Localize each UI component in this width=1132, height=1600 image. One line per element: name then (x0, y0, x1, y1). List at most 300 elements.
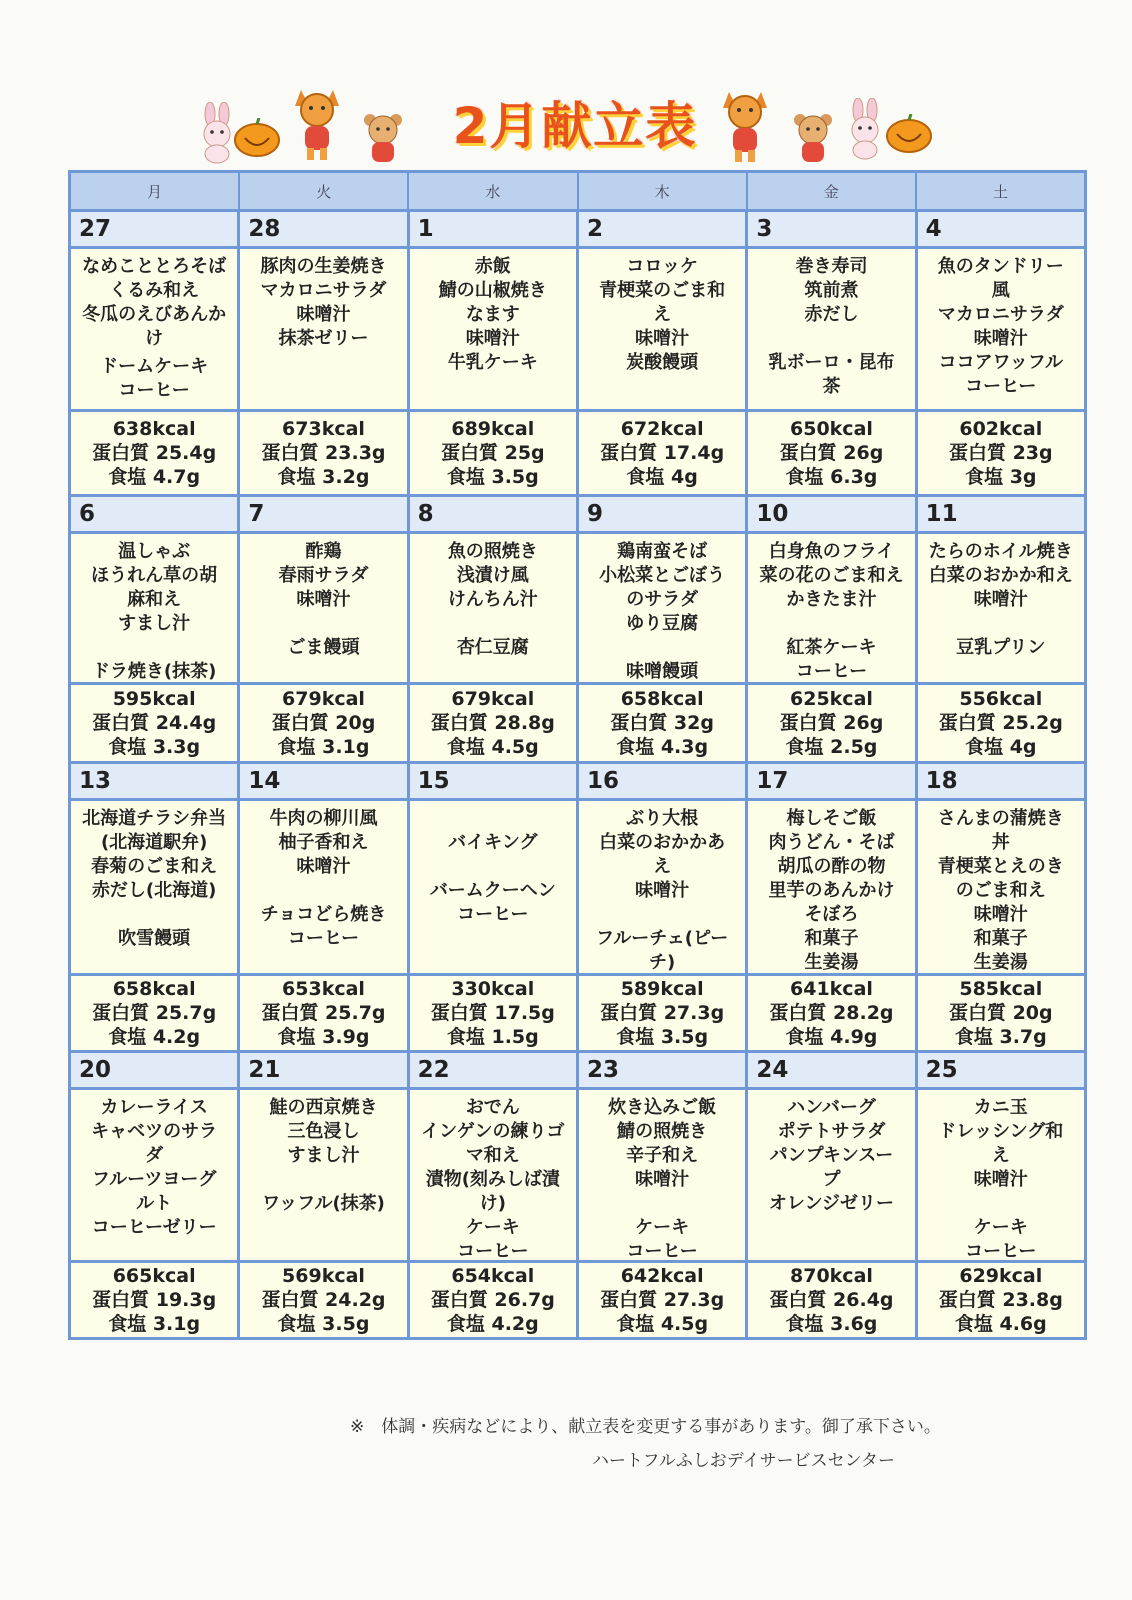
menu-item: 春雨サラダ (278, 565, 369, 586)
salt-value: 食塩 4g (965, 736, 1037, 758)
day-number: 16 (579, 764, 745, 798)
rabbit-icon (843, 98, 887, 160)
salt-value: 食塩 4.6g (954, 1313, 1047, 1335)
salt-value: 食塩 4g (626, 466, 698, 488)
nutrition-cell (240, 1263, 406, 1337)
salt-value: 食塩 3.5g (446, 466, 539, 488)
menu-item: ごま饅頭 (287, 637, 360, 658)
salt-value: 食塩 3.9g (277, 1026, 370, 1048)
menu-cell (71, 801, 237, 973)
menu-item: 味噌汁 (973, 589, 1028, 610)
menu-cell (240, 801, 406, 973)
salt-value: 食塩 3.1g (277, 736, 370, 758)
menu-item: 風 (991, 280, 1010, 301)
menu-item: さんまの蒲焼き (937, 808, 1064, 829)
menu-item: ダ (145, 1145, 164, 1166)
menu-item: おでん (465, 1097, 520, 1118)
menu-item: 青梗菜のごま和 (599, 280, 726, 301)
calories-value: 658kcal (620, 688, 704, 710)
calories-value: 665kcal (112, 1265, 196, 1287)
nutrition-cell (71, 685, 237, 761)
menu-item: 白菜のおかか和え (928, 565, 1073, 586)
menu-item: 味噌汁 (296, 304, 351, 325)
menu-item: ココアワッフル (938, 352, 1063, 373)
menu-cell (410, 534, 576, 682)
protein-value: 蛋白質 24.2g (261, 1289, 386, 1311)
menu-item: コーヒー (287, 928, 360, 949)
menu-item: 味噌汁 (465, 328, 520, 349)
menu-item: 三色浸し (287, 1121, 360, 1142)
calories-value: 673kcal (282, 418, 365, 440)
calories-value: 595kcal (112, 688, 196, 710)
menu-cell (918, 801, 1084, 973)
salt-value: 食塩 3g (965, 466, 1037, 488)
protein-value: 蛋白質 25.7g (92, 1002, 217, 1024)
nutrition-cell (240, 412, 406, 494)
menu-item: 魚のタンドリー (937, 256, 1064, 277)
salt-value: 食塩 4.5g (616, 1313, 709, 1335)
menu-item: 赤だし (804, 304, 859, 325)
menu-item: 里芋のあんかけ (768, 880, 895, 901)
menu-item: キャベツのサラ (91, 1121, 218, 1142)
menu-cell (918, 1090, 1084, 1260)
protein-value: 蛋白質 26g (779, 712, 884, 734)
menu-item: 牛肉の柳川風 (269, 808, 378, 829)
menu-item: 味噌汁 (635, 1169, 690, 1190)
menu-item: コーヒー (118, 380, 190, 401)
day-number: 13 (71, 764, 237, 798)
menu-item: くるみ和え (109, 280, 200, 301)
menu-cell (71, 1090, 237, 1260)
menu-item: プ (822, 1169, 841, 1190)
menu-item: 鮭の西京焼き (269, 1097, 378, 1118)
page-title: 2月献立表 (452, 97, 698, 155)
menu-cell (410, 249, 576, 409)
nutrition-cell (579, 685, 745, 761)
day-number: 7 (240, 497, 406, 531)
menu-item: 鶏南蛮そば (617, 541, 708, 562)
menu-item: バイキング (448, 832, 538, 853)
menu-item: ポテトサラダ (777, 1121, 886, 1142)
day-number: 23 (579, 1053, 745, 1087)
protein-value: 蛋白質 24.4g (92, 712, 217, 734)
protein-value: 蛋白質 19.3g (92, 1289, 217, 1311)
nutrition-cell (748, 1263, 914, 1337)
menu-item: 胡瓜の酢の物 (777, 856, 886, 877)
menu-item: 和菓子 (973, 928, 1028, 949)
menu-row (71, 798, 1084, 973)
menu-cell (71, 534, 237, 682)
protein-value: 蛋白質 27.3g (600, 1002, 725, 1024)
calories-value: 638kcal (112, 418, 196, 440)
menu-item: カニ玉 (973, 1097, 1028, 1118)
menu-item: 白菜のおかかあ (599, 832, 726, 853)
pumpkin-icon (885, 114, 933, 154)
nutrition-cell (71, 412, 237, 494)
nutrition-cell (410, 976, 576, 1050)
menu-item: 春菊のごま和え (91, 856, 218, 877)
menu-item: 豆乳プリン (956, 637, 1046, 658)
day-number: 14 (240, 764, 406, 798)
menu-item: インゲンの練りゴ (421, 1121, 565, 1142)
menu-item: マ和え (465, 1145, 520, 1166)
day-number: 1 (410, 212, 576, 246)
weekday-header-row (71, 173, 1084, 209)
weekday-wed: 水 (409, 173, 576, 209)
nutrition-cell (918, 685, 1084, 761)
menu-item: 漬物(刻みしば漬 (425, 1169, 560, 1190)
weekday-thu: 木 (579, 173, 746, 209)
nutrition-cell (410, 1263, 576, 1337)
menu-cell (579, 1090, 745, 1260)
menu-item: 鯖の照焼き (617, 1121, 708, 1142)
menu-item: マカロニサラダ (260, 280, 387, 301)
menu-item: 味噌汁 (296, 589, 351, 610)
menu-item: 小松菜とごぼう (599, 565, 726, 586)
protein-value: 蛋白質 23.8g (938, 1289, 1063, 1311)
menu-item: オレンジゼリー (768, 1193, 895, 1214)
week-block (71, 1050, 1084, 1337)
menu-item: ルト (136, 1193, 173, 1214)
menu-item: チョコどら焼き (260, 904, 387, 925)
menu-item: 茶 (822, 376, 841, 397)
menu-item: すまし汁 (287, 1145, 360, 1166)
menu-item: けんちん汁 (447, 589, 538, 610)
menu-cell (748, 801, 914, 973)
menu-cell (748, 249, 914, 409)
day-number: 4 (918, 212, 1084, 246)
menu-item: ケーキ (973, 1217, 1028, 1238)
day-number: 15 (410, 764, 576, 798)
menu-item: マカロニサラダ (937, 304, 1064, 325)
week-block (71, 761, 1084, 1050)
nutrition-cell (410, 412, 576, 494)
menu-item: すまし汁 (118, 613, 191, 634)
menu-item: 牛乳ケーキ (447, 352, 538, 373)
menu-cell (240, 1090, 406, 1260)
menu-item: ドラ焼き(抹茶) (91, 661, 217, 682)
nutrition-cell (71, 976, 237, 1050)
date-row (71, 761, 1084, 798)
calories-value: 689kcal (451, 418, 535, 440)
weekday-tue: 火 (240, 173, 407, 209)
calories-value: 658kcal (112, 978, 196, 1000)
salt-value: 食塩 6.3g (785, 466, 878, 488)
menu-item: コーヒー (457, 1241, 529, 1260)
menu-cell (240, 249, 406, 409)
menu-cell (579, 534, 745, 682)
nutrition-row (71, 973, 1084, 1050)
protein-value: 蛋白質 25.4g (92, 442, 217, 464)
menu-item: コーヒーゼリー (91, 1217, 217, 1238)
protein-value: 蛋白質 32g (610, 712, 714, 734)
nutrition-cell (579, 976, 745, 1050)
menu-item: 豚肉の生姜焼き (260, 256, 387, 277)
menu-item: ワッフル(抹茶) (262, 1193, 385, 1214)
nutrition-cell (918, 1263, 1084, 1337)
salt-value: 食塩 4.9g (785, 1026, 878, 1048)
weekday-mon: 月 (71, 173, 238, 209)
day-number: 17 (748, 764, 914, 798)
day-number: 6 (71, 497, 237, 531)
menu-item: 巻き寿司 (795, 256, 868, 277)
menu-item: 青梗菜とえのき (937, 856, 1064, 877)
nutrition-cell (71, 1263, 237, 1337)
menu-item: 生姜湯 (973, 952, 1028, 973)
menu-item: 味噌汁 (973, 1169, 1028, 1190)
menu-item: え (653, 856, 672, 877)
salt-value: 食塩 3.7g (954, 1026, 1047, 1048)
menu-item: ケーキ (635, 1217, 690, 1238)
menu-item: 炭酸饅頭 (626, 352, 699, 373)
week-block (71, 494, 1084, 761)
date-row (71, 209, 1084, 246)
nutrition-cell (579, 1263, 745, 1337)
menu-item: そぼろ (804, 904, 859, 925)
calories-value: 585kcal (959, 978, 1043, 1000)
day-number: 10 (748, 497, 914, 531)
calories-value: 642kcal (620, 1265, 704, 1287)
protein-value: 蛋白質 28.8g (430, 712, 555, 734)
date-row (71, 1050, 1084, 1087)
menu-row (71, 531, 1084, 682)
menu-calendar (68, 170, 1087, 1340)
calories-value: 654kcal (451, 1265, 535, 1287)
menu-item: 北海道チラシ弁当 (82, 808, 227, 829)
day-number: 21 (240, 1053, 406, 1087)
protein-value: 蛋白質 25.2g (938, 712, 1063, 734)
menu-item: 乳ボーロ・昆布 (768, 352, 895, 373)
menu-item: 紅茶ケーキ (786, 637, 877, 658)
menu-item: カレーライス (100, 1097, 208, 1118)
menu-item: 辛子和え (626, 1145, 699, 1166)
menu-item: かきたま汁 (786, 589, 877, 610)
menu-cell (71, 249, 237, 409)
nutrition-cell (748, 976, 914, 1050)
protein-value: 蛋白質 17.4g (600, 442, 725, 464)
calories-value: 625kcal (790, 688, 873, 710)
header-banner (195, 80, 955, 170)
menu-item: ドームケーキ (100, 356, 209, 377)
weekday-sat: 土 (917, 173, 1084, 209)
date-row (71, 494, 1084, 531)
calories-value: 679kcal (282, 688, 365, 710)
protein-value: 蛋白質 26g (779, 442, 884, 464)
day-number: 24 (748, 1053, 914, 1087)
menu-item: 赤飯 (474, 256, 511, 277)
salt-value: 食塩 3.5g (616, 1026, 709, 1048)
protein-value: 蛋白質 17.5g (430, 1002, 555, 1024)
menu-cell (748, 1090, 914, 1260)
calories-value: 629kcal (959, 1265, 1043, 1287)
footer-note: ※ 体調・疾病などにより、献立表を変更する事があります。御了承下さい。 (350, 1417, 941, 1437)
calories-value: 870kcal (790, 1265, 873, 1287)
salt-value: 食塩 3.6g (785, 1313, 878, 1335)
protein-value: 蛋白質 26.7g (430, 1289, 555, 1311)
menu-item: 丼 (991, 832, 1010, 853)
nutrition-cell (410, 685, 576, 761)
menu-cell (918, 249, 1084, 409)
menu-cell (579, 801, 745, 973)
menu-item: え (653, 304, 672, 325)
menu-item: え (991, 1145, 1010, 1166)
menu-item: 味噌汁 (635, 880, 690, 901)
day-number: 2 (579, 212, 745, 246)
menu-item: ハンバーグ (787, 1097, 876, 1118)
menu-cell (918, 534, 1084, 682)
menu-item: フルーツヨーグ (91, 1169, 217, 1190)
weeks-container (71, 209, 1084, 1337)
menu-item: コーヒー (457, 904, 529, 925)
menu-item: 炊き込みご飯 (608, 1097, 717, 1118)
nutrition-row (71, 682, 1084, 761)
menu-item: ゆり豆腐 (626, 613, 699, 634)
nutrition-cell (240, 685, 406, 761)
menu-cell (748, 534, 914, 682)
menu-item: 肉うどん・そば (768, 832, 895, 853)
fox-icon (287, 84, 347, 164)
menu-item: 魚の照焼き (447, 541, 538, 562)
organization-name: ハートフルふしおデイサービスセンター (592, 1451, 895, 1471)
menu-item: 浅漬け風 (456, 565, 529, 586)
day-number: 9 (579, 497, 745, 531)
bear-icon (360, 110, 406, 166)
protein-value: 蛋白質 23.3g (261, 442, 386, 464)
fox-icon (715, 86, 775, 166)
menu-cell (240, 534, 406, 682)
calories-value: 641kcal (790, 978, 873, 1000)
day-number: 28 (240, 212, 406, 246)
calories-value: 650kcal (790, 418, 873, 440)
menu-item: 冬瓜のえびあんか け (82, 304, 227, 349)
menu-item: 味噌汁 (296, 856, 351, 877)
nutrition-cell (748, 412, 914, 494)
menu-cell (410, 801, 576, 973)
menu-item: コーヒー (965, 376, 1037, 397)
protein-value: 蛋白質 25g (440, 442, 545, 464)
week-block (71, 209, 1084, 494)
menu-item: たらのホイル焼き (928, 541, 1073, 562)
day-number: 22 (410, 1053, 576, 1087)
menu-row (71, 246, 1084, 409)
salt-value: 食塩 4.2g (108, 1026, 201, 1048)
menu-item: け) (479, 1193, 506, 1214)
nutrition-row (71, 1260, 1084, 1337)
calories-value: 679kcal (451, 688, 535, 710)
nutrition-cell (918, 976, 1084, 1050)
menu-item: バームクーヘン (429, 880, 556, 901)
salt-value: 食塩 3.5g (277, 1313, 370, 1335)
protein-value: 蛋白質 26.4g (769, 1289, 894, 1311)
menu-item: 生姜湯 (804, 952, 859, 973)
menu-item: 梅しそご飯 (786, 808, 877, 829)
menu-item: 味噌汁 (635, 328, 690, 349)
menu-item: チ) (649, 952, 676, 973)
menu-item: コロッケ (626, 256, 698, 277)
menu-item: 麻和え (127, 589, 182, 610)
menu-item: ほうれん草の胡 (91, 565, 218, 586)
protein-value: 蛋白質 25.7g (261, 1002, 386, 1024)
nutrition-cell (579, 412, 745, 494)
menu-item: コーヒー (965, 1241, 1037, 1260)
menu-item: 抹茶ゼリー (278, 328, 369, 349)
menu-item: 白身魚のフライ (768, 541, 895, 562)
salt-value: 食塩 4.7g (108, 466, 201, 488)
calories-value: 556kcal (959, 688, 1043, 710)
menu-cell (579, 249, 745, 409)
nutrition-cell (240, 976, 406, 1050)
menu-item: ぶり大根 (626, 808, 699, 829)
menu-item: フルーチェ(ピー (596, 928, 729, 949)
salt-value: 食塩 3.1g (108, 1313, 201, 1335)
menu-item: 酢鶏 (305, 541, 342, 562)
day-number: 11 (918, 497, 1084, 531)
calories-value: 330kcal (451, 978, 535, 1000)
menu-item: ドレッシング和 (938, 1121, 1064, 1142)
calories-value: 589kcal (620, 978, 704, 1000)
menu-item: 赤だし(北海道) (91, 880, 217, 901)
calories-value: 569kcal (282, 1265, 365, 1287)
menu-item: なめこととろそば (82, 256, 227, 277)
menu-item: 柚子香和え (278, 832, 369, 853)
salt-value: 食塩 3.3g (108, 736, 201, 758)
bear-icon (790, 110, 836, 166)
protein-value: 蛋白質 27.3g (600, 1289, 725, 1311)
pumpkin-icon (233, 118, 281, 158)
menu-item: 鯖の山椒焼き (438, 280, 547, 301)
day-number: 18 (918, 764, 1084, 798)
menu-item: コーヒー (795, 661, 868, 682)
protein-value: 蛋白質 28.2g (769, 1002, 894, 1024)
menu-item: 筑前煮 (804, 280, 859, 301)
day-number: 20 (71, 1053, 237, 1087)
menu-item: 和菓子 (804, 928, 859, 949)
menu-item: 味噌汁 (973, 328, 1028, 349)
menu-cell (410, 1090, 576, 1260)
menu-item: 杏仁豆腐 (456, 637, 529, 658)
weekday-fri: 金 (748, 173, 915, 209)
salt-value: 食塩 4.2g (446, 1313, 539, 1335)
menu-row (71, 1087, 1084, 1260)
nutrition-row (71, 409, 1084, 494)
salt-value: 食塩 4.5g (446, 736, 539, 758)
menu-item: のごま和え (955, 880, 1046, 901)
menu-item: パンプキンスー (769, 1145, 894, 1166)
menu-item: (北海道駅弁) (100, 832, 208, 853)
salt-value: 食塩 4.3g (616, 736, 709, 758)
day-number: 3 (748, 212, 914, 246)
day-number: 8 (410, 497, 576, 531)
protein-value: 蛋白質 23g (948, 442, 1053, 464)
protein-value: 蛋白質 20g (271, 712, 376, 734)
calories-value: 672kcal (620, 418, 704, 440)
menu-item: のサラダ (626, 589, 699, 610)
menu-item: コーヒー (626, 1241, 698, 1260)
salt-value: 食塩 2.5g (785, 736, 878, 758)
menu-item: ケーキ (465, 1217, 520, 1238)
day-number: 27 (71, 212, 237, 246)
protein-value: 蛋白質 20g (948, 1002, 1053, 1024)
nutrition-cell (918, 412, 1084, 494)
calories-value: 602kcal (959, 418, 1043, 440)
menu-item: 味噌饅頭 (626, 661, 699, 682)
menu-item: 温しゃぶ (118, 541, 191, 562)
day-number: 25 (918, 1053, 1084, 1087)
nutrition-cell (748, 685, 914, 761)
menu-item: 菜の花のごま和え (759, 565, 904, 586)
menu-item: なます (465, 304, 520, 325)
menu-item: 吹雪饅頭 (118, 928, 191, 949)
